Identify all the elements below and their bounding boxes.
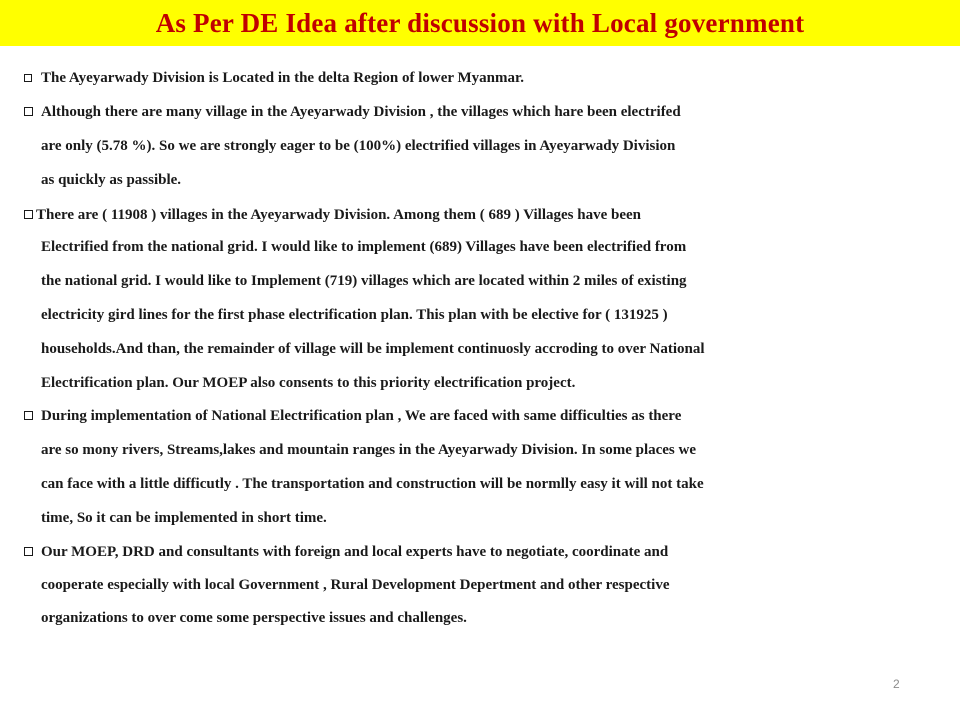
hollow-square-bullet-icon: [24, 547, 33, 556]
paragraph-1-line-1: The Ayeyarwady Division is Located in the delta Region of lower Myanmar.: [41, 70, 525, 86]
hollow-square-bullet-icon: [24, 210, 33, 219]
bullet-paragraph-4: [24, 406, 681, 426]
paragraph-4-line-3: can face with a little difficutly . The transportation and construction will be normlly easy it will not take: [41, 476, 704, 492]
paragraph-2-line-1: Although there are many village in the Ayeyarwady Division , the villages which hare been electrifed: [41, 104, 681, 120]
paragraph-5-line-3: organizations to over come some perspective issues and challenges.: [41, 610, 467, 626]
paragraph-2-line-3: as quickly as passible.: [41, 172, 182, 188]
paragraph-4-line-2: are so mony rivers, Streams,lakes and mountain ranges in the Ayeyarwady Division. In some places we: [41, 442, 697, 458]
paragraph-4-line-4: time, So it can be implemented in short time.: [41, 510, 327, 526]
bullet-paragraph-2: [24, 102, 681, 122]
paragraph-3-line-4: electricity gird lines for the first phase electrification plan. This plan with be elective for ( 131925 ): [41, 307, 668, 323]
paragraph-5-line-1: Our MOEP, DRD and consultants with foreign and local experts have to negotiate, coordinate and: [41, 544, 669, 560]
paragraph-3-line-3: the national grid. I would like to Implement (719) villages which are located within 2 miles of existing: [41, 273, 687, 289]
bullet-paragraph-5: [24, 542, 668, 562]
page-number: 2: [893, 677, 900, 691]
bullet-paragraph-1: [24, 68, 524, 88]
paragraph-3-line-6: Electrification plan. Our MOEP also consents to this priority electrification project.: [41, 375, 576, 391]
paragraph-3-line-1: There are ( 11908 ) villages in the Ayeyarwady Division. Among them ( 689 ) Villages have been: [36, 207, 641, 223]
paragraph-2-line-2: are only (5.78 %). So we are strongly eager to be (100%) electrified villages in Ayeyarwady Division: [41, 138, 676, 154]
bullet-paragraph-3: [24, 205, 641, 225]
paragraph-4-line-1: During implementation of National Electrification plan , We are faced with same difficulties as there: [41, 408, 682, 424]
slide-title: As Per DE Idea after discussion with Local government: [155, 8, 805, 38]
hollow-square-bullet-icon: [24, 74, 32, 82]
hollow-square-bullet-icon: [24, 107, 33, 116]
paragraph-3-line-5: households.And than, the remainder of village will be implement continuosly accroding to over National: [41, 341, 705, 357]
hollow-square-bullet-icon: [24, 411, 33, 420]
paragraph-3-line-2: Electrified from the national grid. I would like to implement (689) Villages have been electrified from: [41, 239, 687, 255]
paragraph-5-line-2: cooperate especially with local Government , Rural Development Depertment and other respective: [41, 577, 670, 593]
